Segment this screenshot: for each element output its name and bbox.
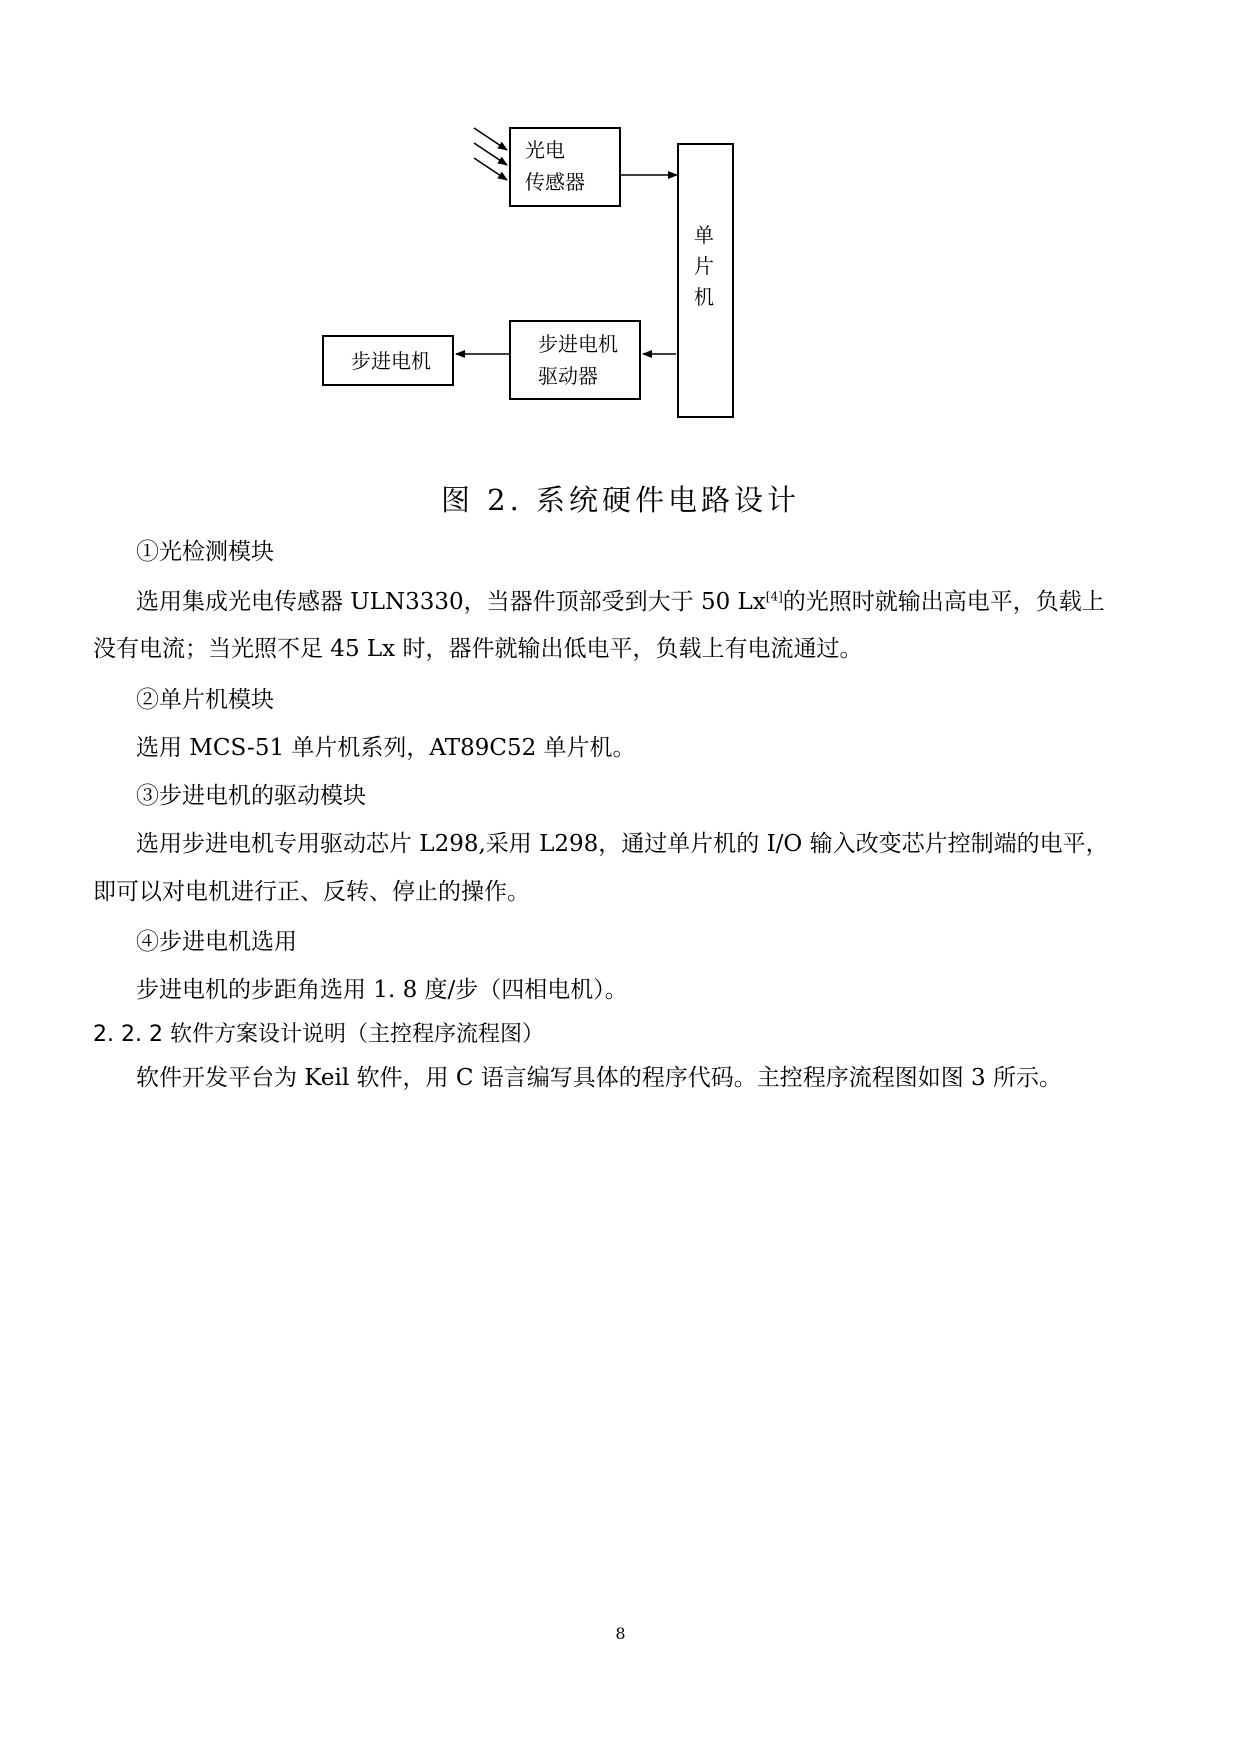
citation-ref: [4]	[765, 589, 783, 604]
sensor-label-line1: 光电	[525, 138, 565, 162]
paragraph-text: 的光照时就输出高电平，负载上	[782, 589, 1105, 615]
motor-label: 步进电机	[351, 349, 431, 373]
figure-caption: 图 2. 系统硬件电路设计	[440, 483, 801, 517]
paragraph-driver-line1: 选用步进电机专用驱动芯片 L298,采用 L298，通过单片机的 I/O 输入改变芯片控制端的电平，	[136, 831, 1109, 857]
paragraph-motor: 步进电机的步距角选用 1. 8 度/步（四相电机）。	[136, 977, 628, 1003]
paragraph-mcu: 选用 MCS-51 单片机系列，AT89C52 单片机。	[136, 735, 636, 761]
mcu-label-char3: 机	[694, 285, 714, 309]
section-heading-motor: ④步进电机选用	[136, 929, 297, 955]
section-heading-driver: ③步进电机的驱动模块	[136, 783, 366, 809]
section-heading-light-detection: ①光检测模块	[136, 539, 274, 565]
subsection-heading-software: 2. 2. 2 软件方案设计说明（主控程序流程图）	[93, 1022, 544, 1047]
paragraph-driver-line2: 即可以对电机进行正、反转、停止的操作。	[93, 879, 530, 905]
mcu-label-char2: 片	[694, 254, 714, 278]
mcu-label-char1: 单	[694, 223, 714, 247]
paragraph-software: 软件开发平台为 Keil 软件，用 C 语言编写具体的程序代码。主控程序流程图如图 3 所示。	[136, 1065, 1062, 1091]
section-heading-mcu: ②单片机模块	[136, 687, 274, 713]
driver-label-line1: 步进电机	[538, 332, 618, 356]
paragraph-light-detection-line2: 没有电流；当光照不足 45 Lx 时，器件就输出低电平，负载上有电流通过。	[93, 636, 863, 662]
sensor-label-line2: 传感器	[525, 170, 585, 194]
paragraph-light-detection-line1	[136, 587, 1105, 617]
driver-label-line2: 驱动器	[538, 364, 598, 388]
paragraph-text: 选用集成光电传感器 ULN3330，当器件顶部受到大于 50 Lx	[136, 589, 766, 615]
page-number: 8	[615, 1624, 626, 1643]
